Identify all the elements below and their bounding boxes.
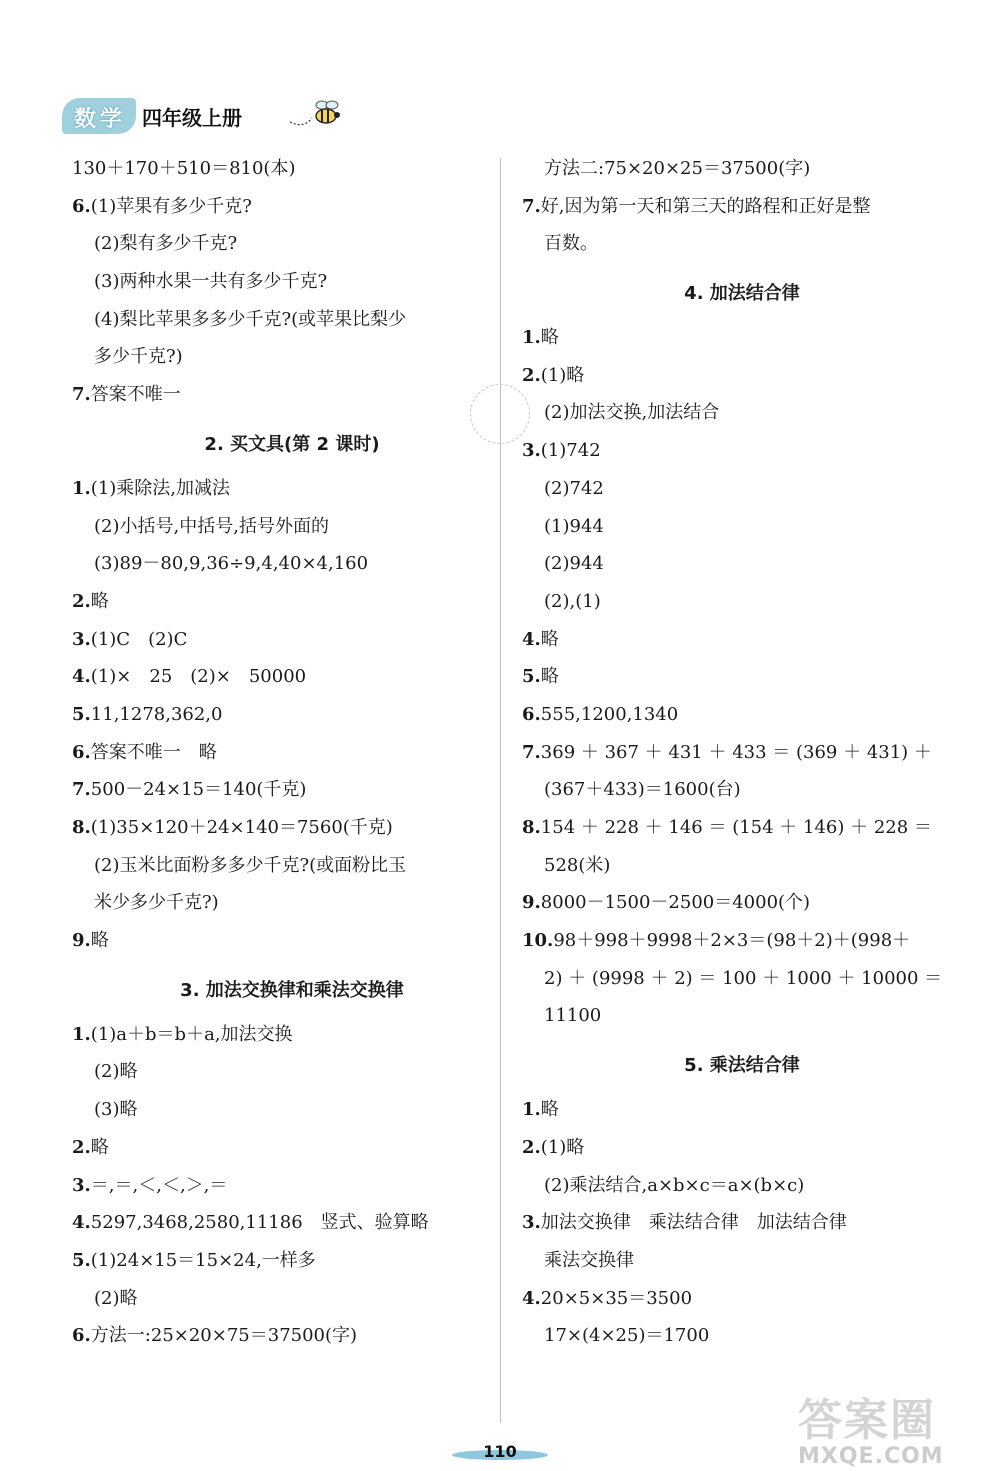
answer-text: 答案不唯一 [90,384,181,406]
question-number: 4. [72,666,91,688]
answer-line [522,847,962,885]
page-number-label: 110 [483,1442,517,1461]
answer-text: (367＋433)＝1600(台) [544,779,741,801]
answer-text: (1)C (2)C [90,628,188,650]
answer-text: (2)小括号,中括号,括号外面的 [94,515,329,537]
answer-text: 2) ＋ (9998 ＋ 2) ＝ 100 ＋ 1000 ＋ 10000 ＝ [544,967,943,989]
answer-line [72,922,512,960]
answer-text: 方法二:75×20×25＝37500(字) [544,158,811,179]
answer-line [72,1167,512,1205]
question-number: 2. [72,1136,91,1158]
answer-line [72,583,512,621]
answer-line [72,1204,512,1242]
question-number: 1. [72,1023,91,1045]
answer-text: 528(米) [544,854,611,876]
answer-text: (1)742 [540,440,601,462]
question-number: 5. [72,703,91,725]
question-number: 7. [72,384,91,406]
answer-text: (1)24×15＝15×24,一样多 [90,1249,316,1271]
answer-line [522,508,962,546]
answer-text: (1)944 [544,515,604,537]
answer-line [522,771,962,809]
answer-text: (2)略 [94,1061,138,1083]
answer-text: 多少千克?) [94,346,183,368]
answer-line [522,922,962,960]
answer-text: 11100 [544,1005,602,1027]
answer-text: 答案不唯一 略 [90,741,217,763]
answer-line [522,884,962,922]
answer-text: (2)944 [544,553,604,575]
answer-text: (3)两种水果一共有多少千克? [94,271,328,293]
answer-line [522,188,962,226]
answer-line [522,432,962,470]
answer-text: 方法一:25×20×75＝37500(字) [90,1325,358,1347]
answer-line [522,357,962,395]
question-number: 5. [72,1249,91,1271]
answer-line [72,225,512,263]
answer-text: (2)玉米比面粉多多少千克?(或面粉比玉 [94,854,407,876]
answer-text: 11,1278,362,0 [90,703,223,725]
section-heading: 4. 加法结合律 [684,283,800,305]
subject-badge [62,98,136,134]
question-number: 6. [522,703,541,725]
answer-text: 加法交换律 乘法结合律 加法结合律 [540,1212,847,1234]
question-number: 6. [72,741,91,763]
answer-text: (1)略 [540,364,585,386]
answer-text: (2)加法交换,加法结合 [544,402,720,424]
page-header [62,94,322,138]
answer-text: 百数。 [544,233,598,255]
question-number: 9. [72,930,91,952]
right-column [522,150,962,1355]
section-heading: 2. 买文具(第 2 课时) [204,433,380,455]
answer-text: 20×5×35＝3500 [540,1287,693,1309]
watermark-logo-text: 答案圈 [798,1395,936,1446]
answer-text: (1)苹果有多少千克? [90,195,252,217]
answer-line [522,1204,962,1242]
answer-text: 米少多少千克?) [94,892,219,914]
answer-line [72,1280,512,1318]
answer-line [522,1280,962,1318]
answer-text: 乘法交换律 [544,1249,634,1271]
answer-text: (2)乘法结合,a×b×c＝a×(b×c) [544,1174,805,1196]
answer-line [72,884,512,922]
answer-text: (3)89－80,9,36÷9,4,40×4,160 [94,553,369,575]
answer-line [72,847,512,885]
question-number: 2. [522,1136,541,1158]
stamp-mark [470,384,530,444]
answer-text: ＝,＝,＜,＜,＞,＝ [90,1174,228,1196]
answer-line [522,150,962,188]
answer-line [72,696,512,734]
answer-line [72,263,512,301]
answer-line [522,960,962,998]
answer-text: 略 [540,1099,559,1121]
question-number: 1. [522,327,541,349]
answer-line [522,621,962,659]
question-number: 4. [522,628,541,650]
answer-text: 98＋998＋9998＋2×3＝(98＋2)＋(998＋ [553,930,911,952]
answer-line [522,658,962,696]
answer-line [522,1167,962,1205]
answer-line [72,150,512,188]
question-number: 7. [522,741,541,763]
answer-text: (2)略 [94,1287,138,1309]
answer-text: 369 ＋ 367 ＋ 431 ＋ 433 ＝ (369 ＋ 431) ＋ [540,741,932,763]
answer-text: (1)× 25 (2)× 50000 [90,666,307,688]
answer-text: 略 [540,327,559,349]
answer-line [72,658,512,696]
answer-line [72,301,512,339]
grade-label: 四年级上册 [142,106,242,130]
answer-line [522,696,962,734]
question-number: 10. [522,930,554,952]
answer-line [72,1317,512,1355]
left-column [72,150,512,1355]
watermark-url-text: MXQE.COM [798,1444,944,1469]
answer-line [522,319,962,357]
answer-text: 略 [90,930,109,952]
answer-line [72,1016,512,1054]
answer-line [522,1317,962,1355]
question-number: 3. [72,628,91,650]
answer-line [72,809,512,847]
answer-line [72,734,512,772]
answer-text: 130＋170＋510＝810(本) [72,158,296,179]
answer-text: 略 [90,590,109,612]
question-number: 3. [522,1212,541,1234]
answer-text: (2),(1) [544,590,601,612]
question-number: 7. [522,195,541,217]
section-heading: 5. 乘法结合律 [684,1055,800,1077]
answer-text: (3)略 [94,1099,138,1121]
answer-line [522,470,962,508]
answer-text: 8000－1500－2500＝4000(个) [540,892,811,914]
answer-line [522,997,962,1035]
question-number: 6. [72,195,91,217]
answer-text: 略 [90,1136,109,1158]
answer-line [72,1242,512,1280]
answer-text: 500－24×15＝140(千克) [90,779,307,801]
answer-line [522,1129,962,1167]
answer-line [72,376,512,414]
page-number [452,1440,548,1468]
answer-line [72,545,512,583]
answer-line [522,1242,962,1280]
question-number: 1. [72,477,91,499]
question-number: 5. [522,666,541,688]
answer-line [72,1091,512,1129]
subject-label: 数学 [74,107,127,132]
answer-text: (1)35×120＋24×140＝7560(千克) [90,817,393,838]
answer-text: (4)梨比苹果多多少千克?(或苹果比梨少 [94,308,407,330]
answer-line [72,1053,512,1091]
answer-line [72,188,512,226]
answer-text: (1)a＋b＝b＋a,加法交换 [90,1023,293,1045]
answer-text: 5297,3468,2580,11186 竖式、验算略 [90,1212,429,1234]
answer-line [72,470,512,508]
answer-text: (2)742 [544,477,604,499]
question-number: 6. [72,1325,91,1347]
answer-text: 555,1200,1340 [540,703,679,725]
question-number: 1. [522,1099,541,1121]
site-watermark [798,1384,994,1470]
question-number: 9. [522,892,541,914]
answer-text: 154 ＋ 228 ＋ 146 ＝ (154 ＋ 146) ＋ 228 ＝ [540,817,932,838]
answer-text: (1)略 [540,1136,585,1158]
question-number: 3. [72,1174,91,1196]
question-number: 8. [72,817,91,838]
answer-line [522,809,962,847]
answer-line [72,1129,512,1167]
answer-line [72,508,512,546]
answer-text: 17×(4×25)＝1700 [544,1325,710,1347]
question-number: 2. [522,364,541,386]
answer-line [522,1091,962,1129]
question-number: 2. [72,590,91,612]
answer-line [72,621,512,659]
section-heading: 3. 加法交换律和乘法交换律 [180,979,404,1001]
question-number: 4. [522,1287,541,1309]
question-number: 7. [72,779,91,801]
answer-line [522,734,962,772]
answer-line [522,225,962,263]
answer-text: 略 [540,666,559,688]
answer-text: (2)梨有多少千克? [94,233,238,255]
answer-line [522,583,962,621]
answer-line [72,338,512,376]
answer-line [522,394,962,432]
answer-line [72,771,512,809]
bee-icon [288,96,348,130]
answer-text: 好,因为第一天和第三天的路程和正好是整 [540,195,871,217]
question-number: 8. [522,817,541,838]
question-number: 3. [522,440,541,462]
answer-text: (1)乘除法,加减法 [90,477,231,499]
answer-text: 略 [540,628,559,650]
answer-line [522,545,962,583]
question-number: 4. [72,1212,91,1234]
